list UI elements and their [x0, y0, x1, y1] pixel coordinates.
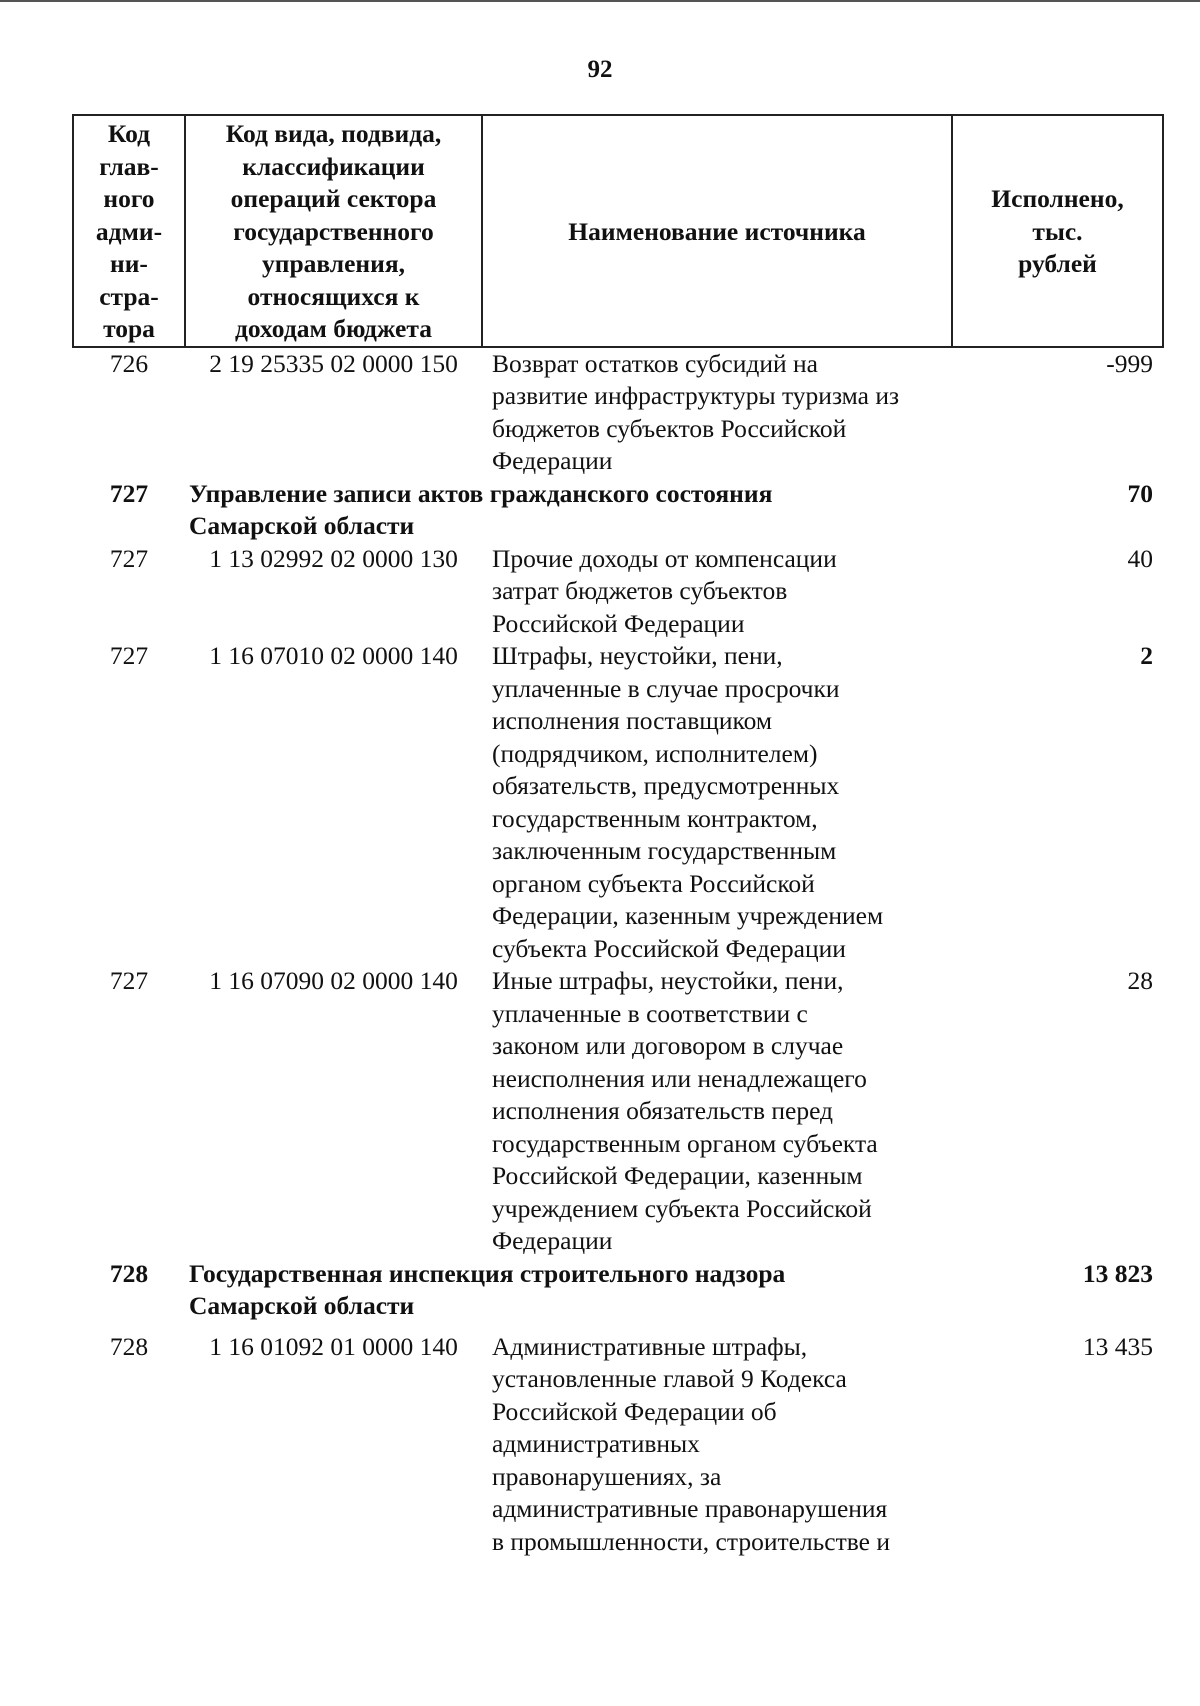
table-row [73, 347, 1163, 478]
table-row [73, 1323, 1163, 1559]
source-name-cell: Штрафы, неустойки, пени, уплаченные в случае просрочки исполнения поставщиком (подрядчиком, исполнителем) обязательств, предусмотренных государственным контрактом, заключенным государственным органом субъекта Российской Федерации, казенным учреждением субъекта Российской Федерации [492, 641, 884, 963]
admin-code-cell: 727 [109, 966, 149, 995]
amount-cell: 40 [1127, 543, 1153, 573]
admin-code-cell: 727 [109, 543, 149, 573]
page-number: 92 [587, 56, 613, 83]
page-top-rule [0, 0, 1200, 2]
classification-code-cell: 1 13 02992 02 0000 130 [209, 543, 458, 573]
classification-code-cell: 2 19 25335 02 0000 150 [209, 348, 458, 378]
administrator-heading-row [73, 1258, 1163, 1323]
header-admin-code: Код глав- ного адми- ни- стра- тора [73, 115, 185, 347]
table-row [73, 640, 1163, 965]
amount-cell: 28 [1127, 966, 1153, 995]
administrator-heading-row [73, 478, 1163, 543]
table-row [73, 965, 1163, 1258]
administrator-name-cell: Государственная инспекция строительного надзора Самарской области [189, 1258, 786, 1320]
amount-cell: 13 435 [1082, 1331, 1153, 1361]
admin-code-cell: 727 [109, 641, 149, 670]
classification-code-cell: 1 16 07090 02 0000 140 [209, 966, 458, 995]
table-header-row [73, 115, 1163, 347]
amount-cell: -999 [1106, 348, 1153, 378]
header-amount: Исполнено, тыс. рублей [952, 115, 1163, 347]
admin-code-cell: 727 [109, 478, 149, 508]
amount-cell: 70 [1127, 478, 1153, 508]
administrator-name-cell: Управление записи актов гражданского состояния Самарской области [189, 478, 773, 540]
source-name-cell: Возврат остатков субсидий на развитие инфраструктуры туризма из бюджетов субъектов Российской Федерации [492, 348, 900, 475]
table-row [73, 543, 1163, 641]
revenue-sources-table [72, 114, 1164, 1558]
source-name-cell: Иные штрафы, неустойки, пени, уплаченные в соответствии с законом или договором в случае неисполнения или ненадлежащего исполнения обязательств перед государственным органом субъекта Российской Федерации, казенным учреждением субъекта Российской Федерации [492, 966, 878, 1255]
amount-cell: 2 [1140, 641, 1153, 670]
source-name-cell: Административные штрафы, установленные главой 9 Кодекса Российской Федерации об административных правонарушениях, за административные правонарушения в промышленности, строительстве и [492, 1331, 890, 1556]
classification-code-cell: 1 16 01092 01 0000 140 [209, 1331, 458, 1361]
source-name-cell: Прочие доходы от компенсации затрат бюджетов субъектов Российской Федерации [492, 543, 837, 638]
admin-code-cell: 728 [109, 1331, 149, 1361]
classification-code-cell: 1 16 07010 02 0000 140 [209, 641, 458, 670]
header-source-name: Наименование источника [482, 115, 952, 347]
header-type-code: Код вида, подвида, классификации операций сектора государственного управления, относящихся к доходам бюджета [185, 115, 482, 347]
revenue-table-container [72, 114, 1162, 1558]
admin-code-cell: 726 [109, 348, 149, 378]
admin-code-cell: 728 [109, 1258, 149, 1288]
amount-cell: 13 823 [1082, 1258, 1153, 1288]
